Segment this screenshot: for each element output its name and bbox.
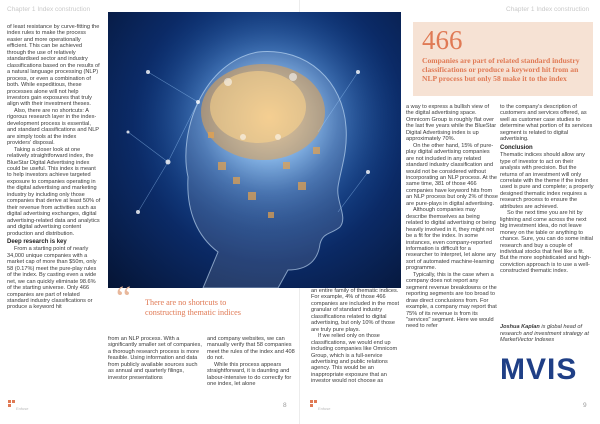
col6-paragraph-2: Thematic indices should allow any type of investor to act on their analysis with precision. But the returns of an investment will only correlate with the theme if the index used is pure and complete; a properly designed thematic index requires a research process to ensure the attributes are achieved. [500, 152, 594, 210]
col1-paragraph-4: From a starting point of nearly 34,000 unique companies with a market cap of more than $50m, only 58 (0.17%) meet the pure-play rules of the index. By casting even a wide net, we can quickly eliminate 98.6% of the starting universe. Only 466 companies are part of related standard industry classifications or produce a keyword hit [7, 246, 97, 311]
col6-paragraph-1: to the company's description of customers and services offered, as well as customer case studies to determine what portion of its services segment is related to digital advertising. [500, 104, 593, 143]
col6-paragraph-3: So the next time you are hit by lightning and come across the next big investment idea, do not leave money on the table or anything to chance. Sure, you can do some initial research and buy a couple of individual stocks that feel like a fit. But the more sophisticated and high-conviction approach is to use a well-constructed thematic index. [500, 210, 593, 275]
col1-heading: Deep research is key [7, 238, 67, 245]
col3-paragraph-1: and company websites, we can manually verify that 58 companies meet the rules of the index and 408 do not. [207, 336, 295, 362]
col1-paragraph-2: Also, there are no shortcuts: A rigorous research layer in the index-development process is essential, and standard classifications and NLP are simply tools at the index providers' disposal. [7, 107, 99, 147]
pull-quote-text: There are no shortcuts to constructing thematic indices [145, 298, 241, 317]
right-footer-logo [310, 400, 332, 414]
col5-paragraph-3: Although companies may describe themselves as being related to digital advertising or being heavily involved in it, they might not be a fit for the index. In some instances, even company-reported information is difficult for a researcher to interpret, let alone any sort of automated machine-learning programme. [406, 207, 496, 272]
mvis-logo: MVIS [500, 353, 578, 386]
ai-brain-illustration [108, 12, 401, 288]
quote-mark-icon: “ [116, 280, 132, 317]
right-page-number: 9 [583, 402, 587, 409]
column-1 [7, 24, 101, 400]
left-page-number: 8 [283, 402, 287, 409]
brain-artwork [108, 12, 401, 288]
col5-paragraph-2: On the other hand, 15% of pure-play digital advertising companies are not included in any related standard industry classification and would not be considered without incorporating an NLP process. At the same time, 381 of those 466 companies have keyword hits from an NLP process but only 2% of those are pure-plays in digital advertising. [406, 142, 498, 207]
col5-paragraph-1: a way to express a bullish view of the digital advertising space. Omnicom Group is roughly flat over the last five years while the BlueStar Digital Advertising index is up approximately 70%. [406, 104, 497, 143]
col1-paragraph-3: Taking a closer look at one relatively straightforward index, the BlueStar Digital Advertising index could be useful. This index is meant to help investors achieve targeted exposure to companies operating in the digital advertising and marketing industry by including only those companies that derive at least 50% of their revenue from activities such as digital advertising exchanges, digital advertising-related data and analytics and digital advertising content production and distribution. [7, 146, 101, 237]
column-3 [207, 336, 297, 400]
stat-number: 466 [422, 25, 463, 55]
author-bio [500, 324, 594, 344]
col5-paragraph-4: Typically, this is the case when a company does not report any segment revenue breakdowns or the reporting segments are too broad to draw direct conclusions from. For example, a company may report that 75% of its revenue is from its "services" segment. Here we would need to refer [406, 271, 497, 330]
right-running-header: Chapter 1 Index construction [506, 6, 590, 13]
col3-paragraph-2: While this process appears straightforward, it is daunting and labour-intensive to do correctly for one index, let alone [207, 361, 292, 388]
pull-quote [108, 280, 261, 324]
col1-paragraph-1: of least resistance by curve-fitting the index rules to make the process easier and more operationally efficient. This can be achieved through the use of relatively standardised sector and industry classifications based on the results of a natural language processing (NLP) process, or even a combination of both. While expeditious, these processes alone will not help investors gain exposures that truly align with their investment theses. [7, 24, 100, 108]
left-running-header: Chapter 1 Index construction [7, 6, 91, 13]
stat-text: Companies are part of related standard industry classifications or produce a keyword hit from an NLP process but only 58 make it to the index [422, 56, 580, 83]
col4-paragraph-1: an entire family of thematic indices. For example, 4% of those 466 companies are included in the most granular of standard industry classifications related to digital advertising, but only 10% of those are truly pure plays. [311, 288, 399, 333]
column-6 [500, 104, 594, 322]
stat-callout [413, 22, 593, 96]
author-role: is global head of research and investment strategy at MarketVector Indexes [500, 324, 589, 343]
column-2 [108, 336, 202, 400]
left-footer-logo [8, 400, 30, 414]
author-name: Joshua Kaplan [500, 324, 540, 330]
col4-paragraph-2: If we relied only on those classifications, we would end up including companies like Omnicom Group, which is a full-service advertising and public relations agency. This would be an inappropriate exposure that an investor would not choose as [311, 333, 398, 385]
col2-paragraph: from an NLP process. With a significantly smaller set of companies, a thorough research process is more feasible. Using information and data from publicly available sources such as annual and quarterly filings, investor presentations [108, 336, 202, 381]
column-4 [311, 288, 401, 400]
conclusion-heading: Conclusion [500, 144, 533, 151]
footer-brand-right: Enfuse [318, 406, 331, 411]
column-5 [406, 104, 498, 400]
footer-brand: Enfuse [16, 406, 29, 411]
